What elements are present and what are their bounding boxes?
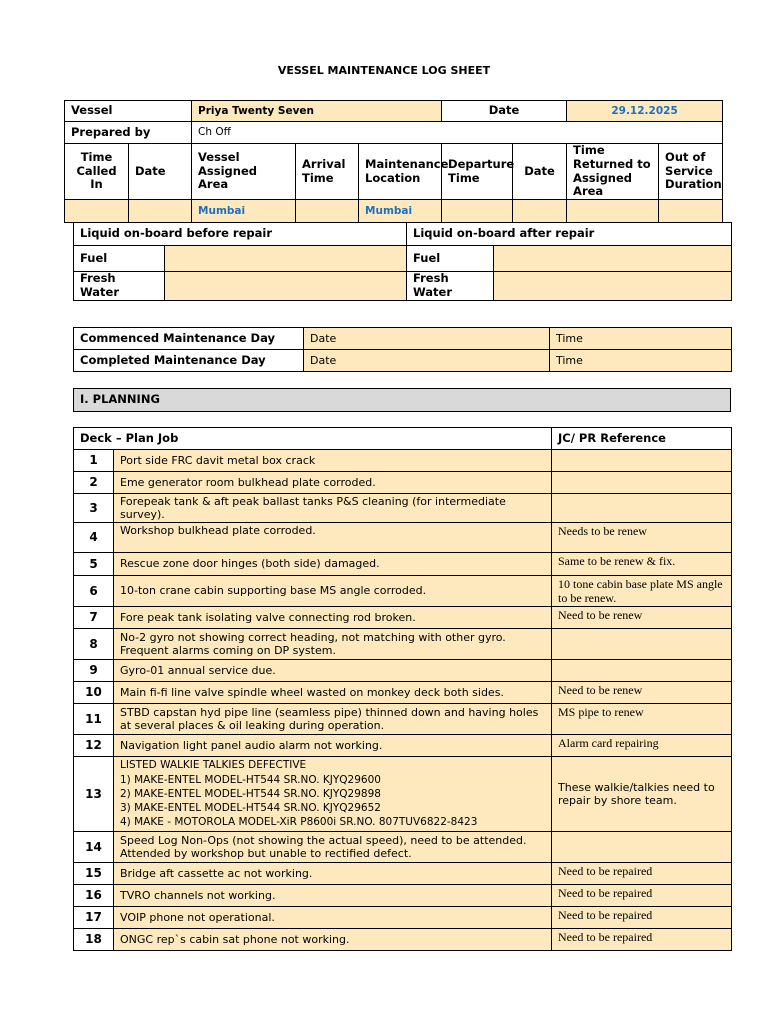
job-number: 1 [74, 450, 114, 472]
prepared-by-value[interactable]: Ch Off [192, 122, 723, 144]
job-reference[interactable] [552, 450, 732, 472]
job-number: 10 [74, 681, 114, 703]
col-maintenance-location: Maintenance Location [359, 144, 442, 200]
walkie-talkie-list-line: 4) MAKE - MOTOROLA MODEL-XiR P8600i SR.NO. 807TUV6822-8423 [120, 816, 478, 829]
job-number: 8 [74, 628, 114, 659]
fuel-before-value[interactable] [165, 246, 407, 272]
fresh-water-before-value[interactable] [165, 272, 407, 301]
walkie-talkie-list-line: 2) MAKE-ENTEL MODEL-HT544 SR.NO. KJYQ29898 [120, 787, 381, 800]
fuel-before-label: Fuel [74, 246, 165, 272]
col-time-returned: Time Returned to Assigned Area [567, 144, 659, 200]
job-reference[interactable]: These walkie/talkies need to repair by shore team. [552, 756, 732, 831]
job-number: 11 [74, 703, 114, 734]
table-row [74, 472, 732, 494]
col-date: Date [129, 144, 192, 200]
job-number: 3 [74, 494, 114, 523]
job-number: 15 [74, 862, 114, 884]
job-number: 9 [74, 659, 114, 681]
plan-job-header: Deck – Plan Job [74, 428, 552, 450]
fresh-water-before-label: Fresh Water [74, 272, 165, 301]
job-description[interactable]: Bridge aft cassette ac not working. [114, 862, 552, 884]
job-number: 12 [74, 734, 114, 756]
planning-jobs-table [73, 427, 732, 951]
job-description[interactable]: Forepeak tank & aft peak ballast tanks P&S cleaning (for intermediate survey). [114, 494, 552, 523]
document-title: VESSEL MAINTENANCE LOG SHEET [277, 64, 491, 77]
table-row [74, 734, 732, 756]
table-row [74, 906, 732, 928]
table-row [74, 659, 732, 681]
table-row [74, 628, 732, 659]
fresh-water-after-label: Fresh Water [407, 272, 494, 301]
job-description[interactable]: 10-ton crane cabin supporting base MS angle corroded. [114, 576, 552, 607]
job-number: 16 [74, 884, 114, 906]
vessel-info-table [64, 100, 723, 223]
commenced-time[interactable]: Time [550, 328, 732, 350]
job-reference[interactable]: Needs to be renew [552, 523, 732, 553]
col-arrival-time: Arrival Time [296, 144, 359, 200]
job-description[interactable]: ONGC rep`s cabin sat phone not working. [114, 928, 552, 950]
table-row [74, 862, 732, 884]
prepared-by-label: Prepared by [65, 122, 192, 144]
job-description[interactable]: No-2 gyro not showing correct heading, not matching with other gyro. Frequent alarms coming on DP system. [114, 628, 552, 659]
date-label: Date [442, 101, 567, 122]
job-reference[interactable]: Same to be renew & fix. [552, 553, 732, 576]
table-row [74, 553, 732, 576]
job-reference[interactable]: Need to be repaired [552, 884, 732, 906]
job-reference[interactable] [552, 659, 732, 681]
table-row [74, 576, 732, 607]
fresh-water-after-value[interactable] [494, 272, 732, 301]
job-reference[interactable] [552, 494, 732, 523]
table-row [74, 494, 732, 523]
job-number: 7 [74, 606, 114, 628]
job-description[interactable]: STBD capstan hyd pipe line (seamless pipe) thinned down and having holes at several places & oil leaking during operation. [114, 703, 552, 734]
planning-section [73, 388, 731, 412]
job-number: 2 [74, 472, 114, 494]
job-description[interactable]: Navigation light panel audio alarm not working. [114, 734, 552, 756]
walkie-talkie-list-line: 3) MAKE-ENTEL MODEL-HT544 SR.NO. KJYQ29652 [120, 801, 381, 814]
job-description[interactable]: Workshop bulkhead plate corroded. [114, 523, 552, 553]
job-reference[interactable]: Need to be repaired [552, 928, 732, 950]
maintenance-day-table [73, 327, 732, 372]
cell-arrival-time[interactable] [296, 200, 359, 223]
cell-departure-time[interactable] [442, 200, 513, 223]
cell-out-of-service[interactable] [659, 200, 723, 223]
table-row [74, 606, 732, 628]
job-reference[interactable]: Need to be renew [552, 606, 732, 628]
job-number: 6 [74, 576, 114, 607]
job-number: 17 [74, 906, 114, 928]
cell-maintenance-location[interactable]: Mumbai [359, 200, 442, 223]
cell-time-called-in[interactable] [65, 200, 129, 223]
table-row [74, 884, 732, 906]
reference-header: JC/ PR Reference [552, 428, 732, 450]
table-row [74, 450, 732, 472]
fuel-after-value[interactable] [494, 246, 732, 272]
job-reference[interactable] [552, 831, 732, 862]
table-row [74, 681, 732, 703]
liquid-after-header: Liquid on-board after repair [407, 223, 732, 246]
cell-vessel-assigned-area[interactable]: Mumbai [192, 200, 296, 223]
table-row [74, 703, 732, 734]
fuel-after-label: Fuel [407, 246, 494, 272]
table-row [74, 928, 732, 950]
table-row [74, 831, 732, 862]
date-value[interactable]: 29.12.2025 [567, 101, 723, 122]
completed-date[interactable]: Date [304, 350, 550, 372]
commenced-date[interactable]: Date [304, 328, 550, 350]
walkie-talkie-list-line: LISTED WALKIE TALKIES DEFECTIVE [120, 759, 307, 772]
table-row [74, 523, 732, 553]
job-description[interactable]: Fore peak tank isolating valve connecting rod broken. [114, 606, 552, 628]
col-time-called-in: Time Called In [65, 144, 129, 200]
walkie-talkie-list-line: 1) MAKE-ENTEL MODEL-HT544 SR.NO. KJYQ29600 [120, 773, 381, 786]
col-date-2: Date [513, 144, 567, 200]
job-description[interactable]: Rescue zone door hinges (both side) damaged. [114, 553, 552, 576]
job-reference[interactable]: Need to be renew [552, 681, 732, 703]
table-row [74, 756, 732, 831]
job-number: 4 [74, 523, 114, 553]
vessel-value[interactable]: Priya Twenty Seven [192, 101, 442, 122]
job-reference[interactable]: MS pipe to renew [552, 703, 732, 734]
completed-time[interactable]: Time [550, 350, 732, 372]
job-number: 18 [74, 928, 114, 950]
cell-time-returned[interactable] [567, 200, 659, 223]
commenced-label: Commenced Maintenance Day [74, 328, 304, 350]
job-description[interactable]: VOIP phone not operational. [114, 906, 552, 928]
job-number: 13 [74, 756, 114, 831]
job-reference[interactable]: Need to be repaired [552, 906, 732, 928]
liquid-table [73, 222, 732, 301]
liquid-before-header: Liquid on-board before repair [74, 223, 407, 246]
job-reference[interactable]: 10 tone cabin base plate MS angle to be renew. [552, 576, 732, 607]
job-description[interactable]: TVRO channels not working. [114, 884, 552, 906]
job-reference[interactable]: Alarm card repairing [552, 734, 732, 756]
job-number: 14 [74, 831, 114, 862]
job-reference[interactable] [552, 472, 732, 494]
vessel-label: Vessel [65, 101, 192, 122]
job-number: 5 [74, 553, 114, 576]
job-reference[interactable]: Need to be repaired [552, 862, 732, 884]
cell-date-2[interactable] [513, 200, 567, 223]
col-departure-time: Departure Time [442, 144, 513, 200]
col-vessel-assigned-area: Vessel Assigned Area [192, 144, 296, 200]
col-out-of-service: Out of Service Duration [659, 144, 723, 200]
job-description[interactable]: Eme generator room bulkhead plate corroded. [114, 472, 552, 494]
job-description[interactable]: Gyro-01 annual service due. [114, 659, 552, 681]
job-description[interactable]: Main fi-fi line valve spindle wheel wasted on monkey deck both sides. [114, 681, 552, 703]
completed-label: Completed Maintenance Day [74, 350, 304, 372]
cell-date[interactable] [129, 200, 192, 223]
job-description[interactable]: Port side FRC davit metal box crack [114, 450, 552, 472]
planning-section-title: I. PLANNING [74, 389, 731, 412]
job-reference[interactable] [552, 628, 732, 659]
job-description[interactable]: Speed Log Non-Ops (not showing the actual speed), need to be attended. Attended by workshop but unable to rectified defect. [114, 831, 552, 862]
walkie-talkie-list[interactable] [114, 756, 552, 831]
